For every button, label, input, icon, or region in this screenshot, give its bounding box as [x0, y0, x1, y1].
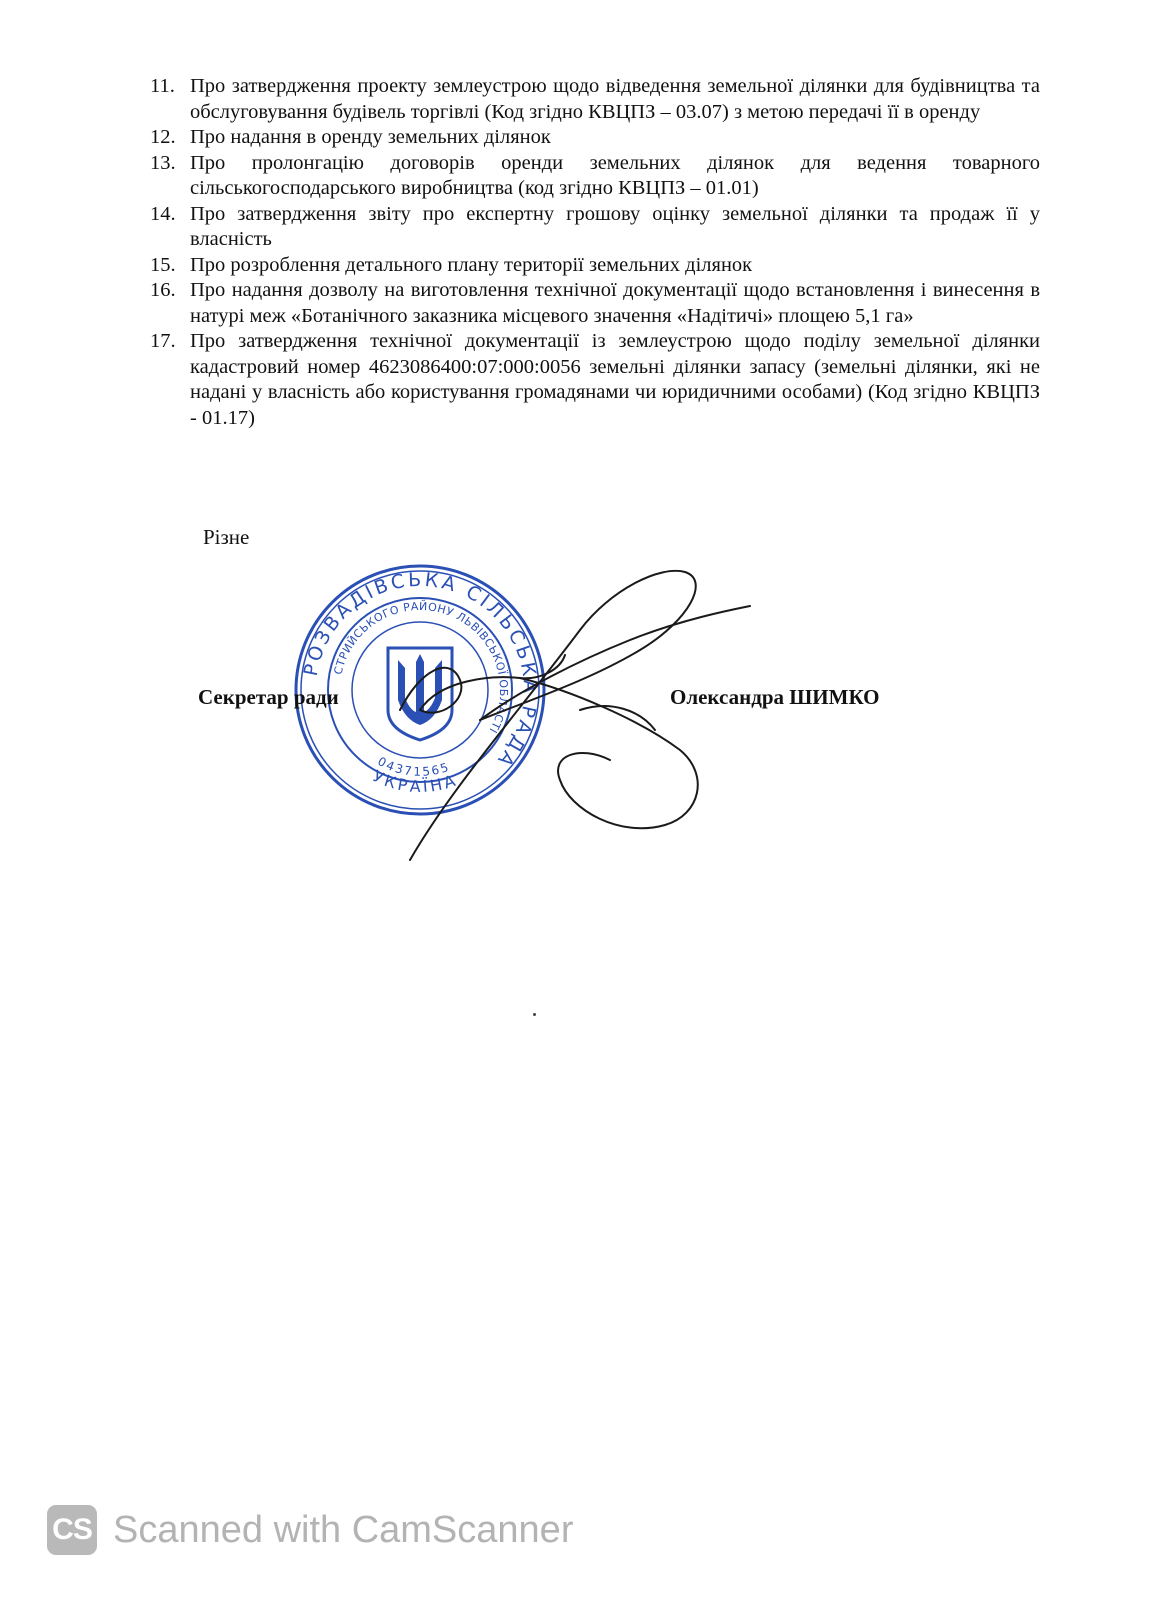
agenda-item-number: 11. — [150, 75, 175, 97]
stamp-country: УКРАЇНА — [369, 766, 461, 797]
camscanner-watermark — [47, 1505, 573, 1555]
signature-icon — [380, 560, 760, 880]
agenda-item-number: 14. — [150, 202, 176, 225]
agenda-item — [150, 202, 1040, 253]
agenda-item-number: 16. — [150, 279, 176, 301]
agenda-item — [150, 253, 1040, 279]
secretary-title: Секретар ради — [198, 685, 339, 709]
agenda-list — [150, 74, 1040, 431]
scan-speck — [533, 1013, 536, 1016]
section-heading-misc: Різне — [203, 525, 250, 549]
agenda-item-text: Про затвердження технічної документації із землеустрою щодо поділу земельної ділянки кадастровий номер 4623086400:07:000:0056 земельні ділянки запасу (земельні ділянки, які не надані у власність або користування громадянами чи юридичними особами) (Код згідно КВЦПЗ - 01.17) — [190, 330, 1040, 429]
agenda-item-text: Про розроблення детального плану території земельних ділянок — [190, 253, 753, 276]
agenda-item — [150, 329, 1040, 431]
agenda-item-text: Про затвердження проекту землеустрою щодо відведення земельної ділянки для будівництва та обслуговування будівель торгівлі (Код згідно КВЦПЗ – 03.07) з метою передачі її в оренду — [190, 75, 1040, 123]
signer-name: Олександра ШИМКО — [670, 685, 880, 709]
agenda-item-number: 13. — [150, 151, 176, 174]
agenda-item — [150, 125, 1040, 151]
stamp-inner-text: СТРИЙСЬКОГО РАЙОНУ ЛЬВІВСЬКОЇ ОБЛАСТІ — [331, 599, 511, 736]
stamp-outer-text: РОЗВАДІВСЬКА СІЛЬСЬКА РАДА — [299, 568, 542, 773]
camscanner-logo-icon: CS — [47, 1505, 97, 1555]
agenda-item — [150, 151, 1040, 202]
agenda-item-text: Про затвердження звіту про експертну грошову оцінку земельної ділянки та продаж її у власність — [190, 202, 1040, 250]
agenda-item-text: Про надання дозволу на виготовлення технічної документації щодо встановлення і винесення в натурі меж «Ботанічного заказника місцевого значення «Надітичі» площею 5,1 га» — [190, 279, 1040, 327]
signature — [380, 560, 760, 880]
agenda-item-text: Про надання в оренду земельних ділянок — [190, 126, 551, 148]
camscanner-text: Scanned with CamScanner — [113, 1508, 574, 1551]
agenda-item-number: 12. — [150, 126, 176, 148]
agenda-item-text: Про пролонгацію договорів оренди земельних ділянок для ведення товарного сільськогосподарського виробництва (код згідно КВЦПЗ – 01.01) — [190, 151, 1040, 199]
agenda-item — [150, 74, 1040, 125]
agenda-item-number: 17. — [150, 330, 176, 352]
stamp-code: 04371565 — [375, 754, 453, 779]
agenda-item-number: 15. — [150, 253, 176, 276]
agenda-item — [150, 278, 1040, 329]
